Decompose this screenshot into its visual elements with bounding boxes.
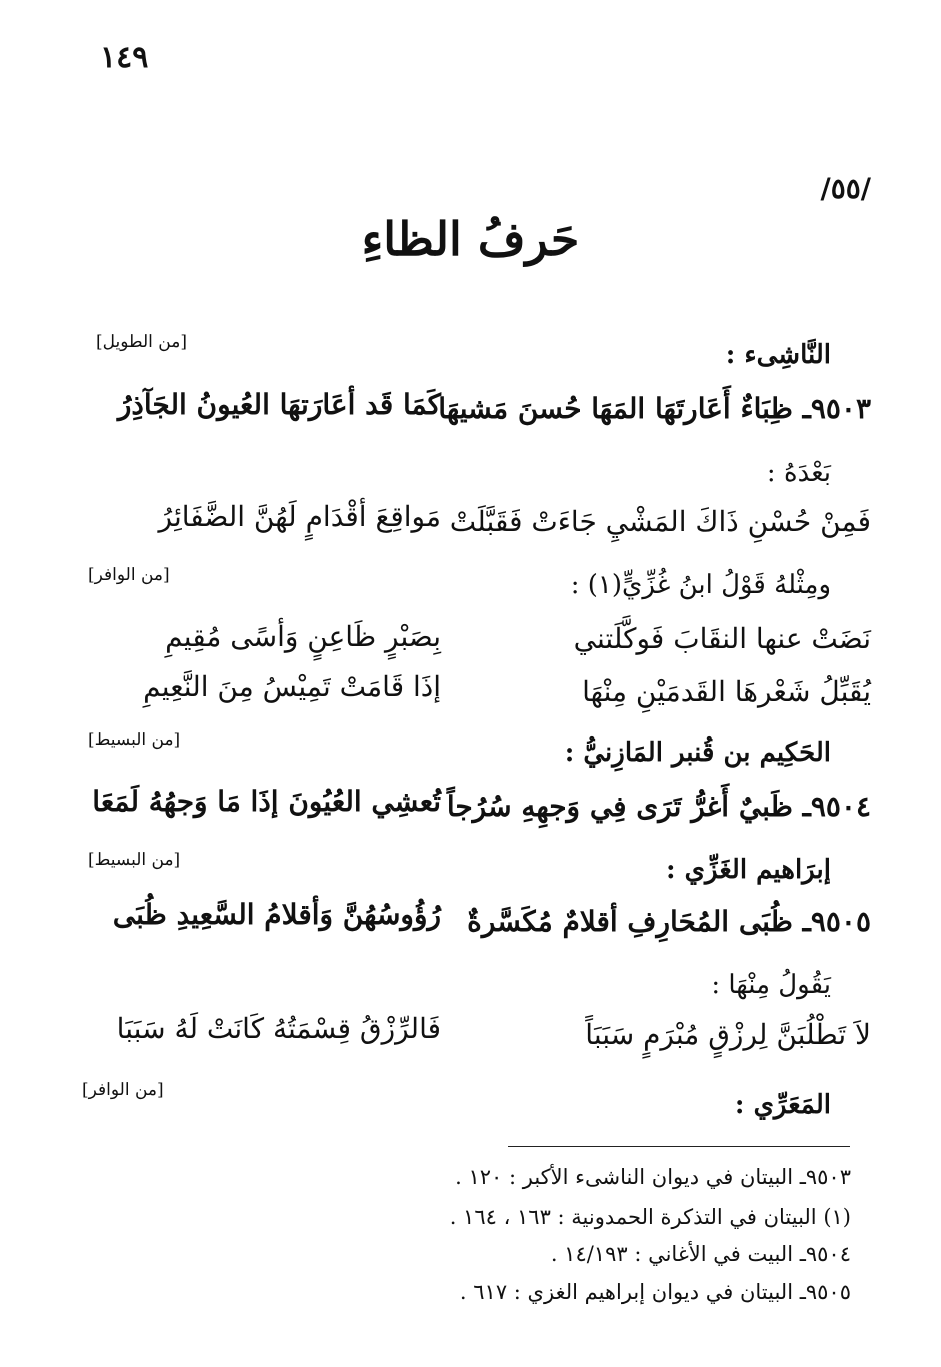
baadahu-intro: بَعْدَهُ : (766, 458, 831, 488)
ibn-ghuzzi-verse2-second-hemistich: إذَا قَامَتْ تَمِيْسُ مِنَ النَّعِيمِ (143, 670, 441, 703)
yaqulu-first-hemistich: لاَ تَطْلُبَنَّ لِرزْقٍ مُبْرَمٍ سَبَبَاً (585, 1018, 871, 1051)
speaker-ghazzi: إبرَاهيم الغَزِّي : (666, 855, 831, 885)
verse-9503-first-hemistich: ٩٥٠٣ـ ظِبَاءٌ أَعَارتَهَا المَهَا حُسنَ مَشيهَا (438, 392, 871, 425)
ibn-ghuzzi-verse1-first-hemistich: نَضَتْ عنها النقَابَ فَوكَّلَتني (573, 622, 871, 655)
meter-label-basit-2: [من البسيط] (88, 850, 181, 870)
verse-9503-second-hemistich: كَمَا قَد أعَارَتهَا العُيونُ الجَآذِرُ (117, 388, 441, 421)
footnote-9504: ٩٥٠٤ـ البيت في الأغاني : ١٤/١٩٣ . (550, 1242, 851, 1266)
verse-9505-second-hemistich: رُؤُوسُهُنَّ وَأقلامُ السَّعِيدِ ظُبَى (112, 898, 441, 931)
speaker-hakim: الحَكِيم بن قُنبر المَازِنيُّ : (564, 738, 831, 768)
page-number: ١٤٩ (100, 40, 149, 75)
ibn-ghuzzi-intro: ومِثْلهُ قَوْلُ ابنُ غُزِّيٍّ(١) : (570, 570, 831, 600)
ibn-ghuzzi-verse2-first-hemistich: يُقَبِّلُ شَعْرهَا القَدمَيْنِ مِنْهَا (582, 675, 871, 708)
meter-label-tawil: [من الطويل] (96, 332, 187, 352)
verse-9504-second-hemistich: تُعشِي العُيُونَ إذَا مَا وَجهُهُ لَمَعَا (92, 785, 441, 818)
meter-label-basit-1: [من البسيط] (88, 730, 181, 750)
footnote-divider (508, 1146, 850, 1147)
meter-label-wafir-2: [من الوافر] (82, 1080, 164, 1100)
verse-9505-first-hemistich: ٩٥٠٥ـ ظُبَى المُحَارِفِ أقلامٌ مُكَسَّرةٌ (467, 905, 871, 938)
baadahu-first-hemistich: فَمِنْ حُسْنِ ذَاكَ المَشْيِ جَاءَتْ فَقَبَّلَتْ (449, 505, 871, 538)
verse-9504-first-hemistich: ٩٥٠٤ـ ظَبيٌ أَغرُّ تَرَى فِي وَجهِهِ سُرُجاً (446, 790, 871, 823)
footnote-9503: ٩٥٠٣ـ البيتان في ديوان الناشىء الأكبر : ١٢٠ . (455, 1165, 851, 1189)
speaker-maarri: المَعَرِّي : (734, 1090, 831, 1120)
yaqulu-minha-intro: يَقُولُ مِنْهَا : (711, 970, 831, 1000)
meter-label-wafir: [من الوافر] (88, 565, 170, 585)
baadahu-second-hemistich: مَواقِعَ أقْدَامٍ لَهُنَّ الضَّفَائِرُ (158, 500, 441, 533)
footnote-1: (١) البيتان في التذكرة الحمدونية : ١٦٣ ، ١٦٤ . (449, 1205, 851, 1229)
chapter-title: حَرفُ الظاءِ (361, 212, 580, 266)
speaker-naashi: النَّاشِىء : (725, 340, 831, 370)
section-marker: /٥٥/ (820, 172, 871, 205)
ibn-ghuzzi-verse1-second-hemistich: بِصَبْرٍ ظَاعِنٍ وَأسًى مُقِيمِ (165, 620, 441, 653)
footnote-9505: ٩٥٠٥ـ البيتان في ديوان إبراهيم الغزي : ٦١٧ . (459, 1280, 851, 1304)
yaqulu-second-hemistich: فَالرِّزْقُ قِسْمَتُهُ كَانَتْ لَهُ سَبَبَا (116, 1012, 441, 1045)
